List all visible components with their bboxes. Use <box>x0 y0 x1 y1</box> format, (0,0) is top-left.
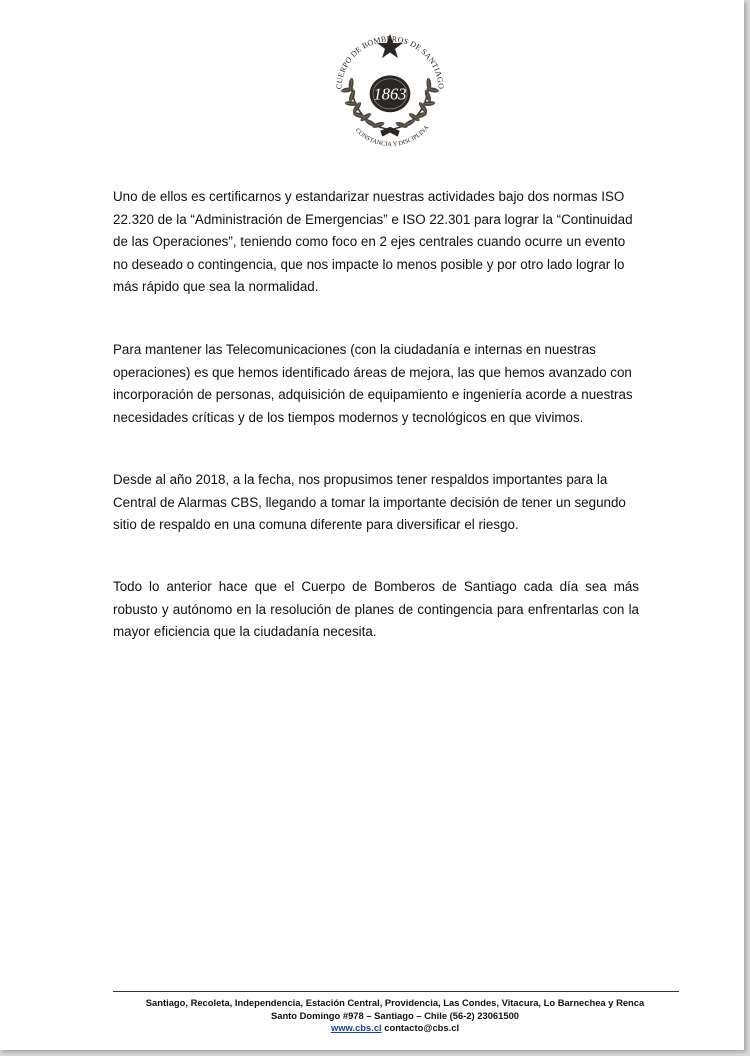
footer-communes: Santiago, Recoleta, Independencia, Estación Central, Providencia, Las Condes, Vitacura, Lo Barnechea y Renca <box>145 997 645 1008</box>
footer-contact-line <box>100 1022 690 1035</box>
footer-address: Santo Domingo #978 – Santiago – Chile (56-2) 23061500 <box>270 1009 519 1021</box>
footer-divider <box>113 991 679 992</box>
seal-year: 1863 <box>373 84 407 104</box>
paragraph-backup-site: Desde al año 2018, a la fecha, nos propusimos tener respaldos importantes para la Central de Alarmas CBS, llegando a tomar la importante decisión de tener un segundo sitio de respaldo en una comuna diferente para diversificar el riesgo. <box>113 472 626 533</box>
paragraph-conclusion: Todo lo anterior hace que el Cuerpo de Bomberos de Santiago cada día sea más robusto y autónomo en la resolución de planes de contingencia para enfrentarlas con la mayor eficiencia que la ciudadanía necesita. <box>113 579 639 640</box>
seal-arc-top-text: CUERPO DE BOMBEROS DE SANTIAGO <box>334 34 446 90</box>
fire-brigade-seal-icon <box>322 20 458 156</box>
seal-arc-bottom-text: CONSTANCIA Y DISCIPLINA <box>353 124 431 149</box>
page-footer <box>100 997 690 1035</box>
paragraph-iso-certification: Uno de ellos es certificarnos y estandarizar nuestras actividades bajo dos normas ISO 22.320 de la “Administración de Emergencias” e ISO 22.301 para lograr la “Continuidad de las Operaciones”, teniendo como foco en 2 ejes centrales cuando ocurre un evento no deseado o contingencia, que nos impacte lo menos posible y por otro lado lograr lo más rápido que sea la normalidad. <box>113 189 633 295</box>
footer-email[interactable]: contacto@cbs.cl <box>384 1022 460 1034</box>
svg-text:CONSTANCIA Y DISCIPLINA <box>354 124 431 148</box>
paragraph-telecommunications: Para mantener las Telecomunicaciones (con la ciudadanía e internas en nuestras operaciones) es que hemos identificado áreas de mejora, las que hemos avanzado con incorporación de personas, adquisición de equipamiento e ingeniería acorde a nuestras necesidades críticas y de los tiempos modernos y tecnológicos en que vivimos. <box>113 342 633 425</box>
cbs-seal-logo <box>322 20 458 156</box>
website-link[interactable]: www.cbs.cl <box>330 1022 382 1034</box>
